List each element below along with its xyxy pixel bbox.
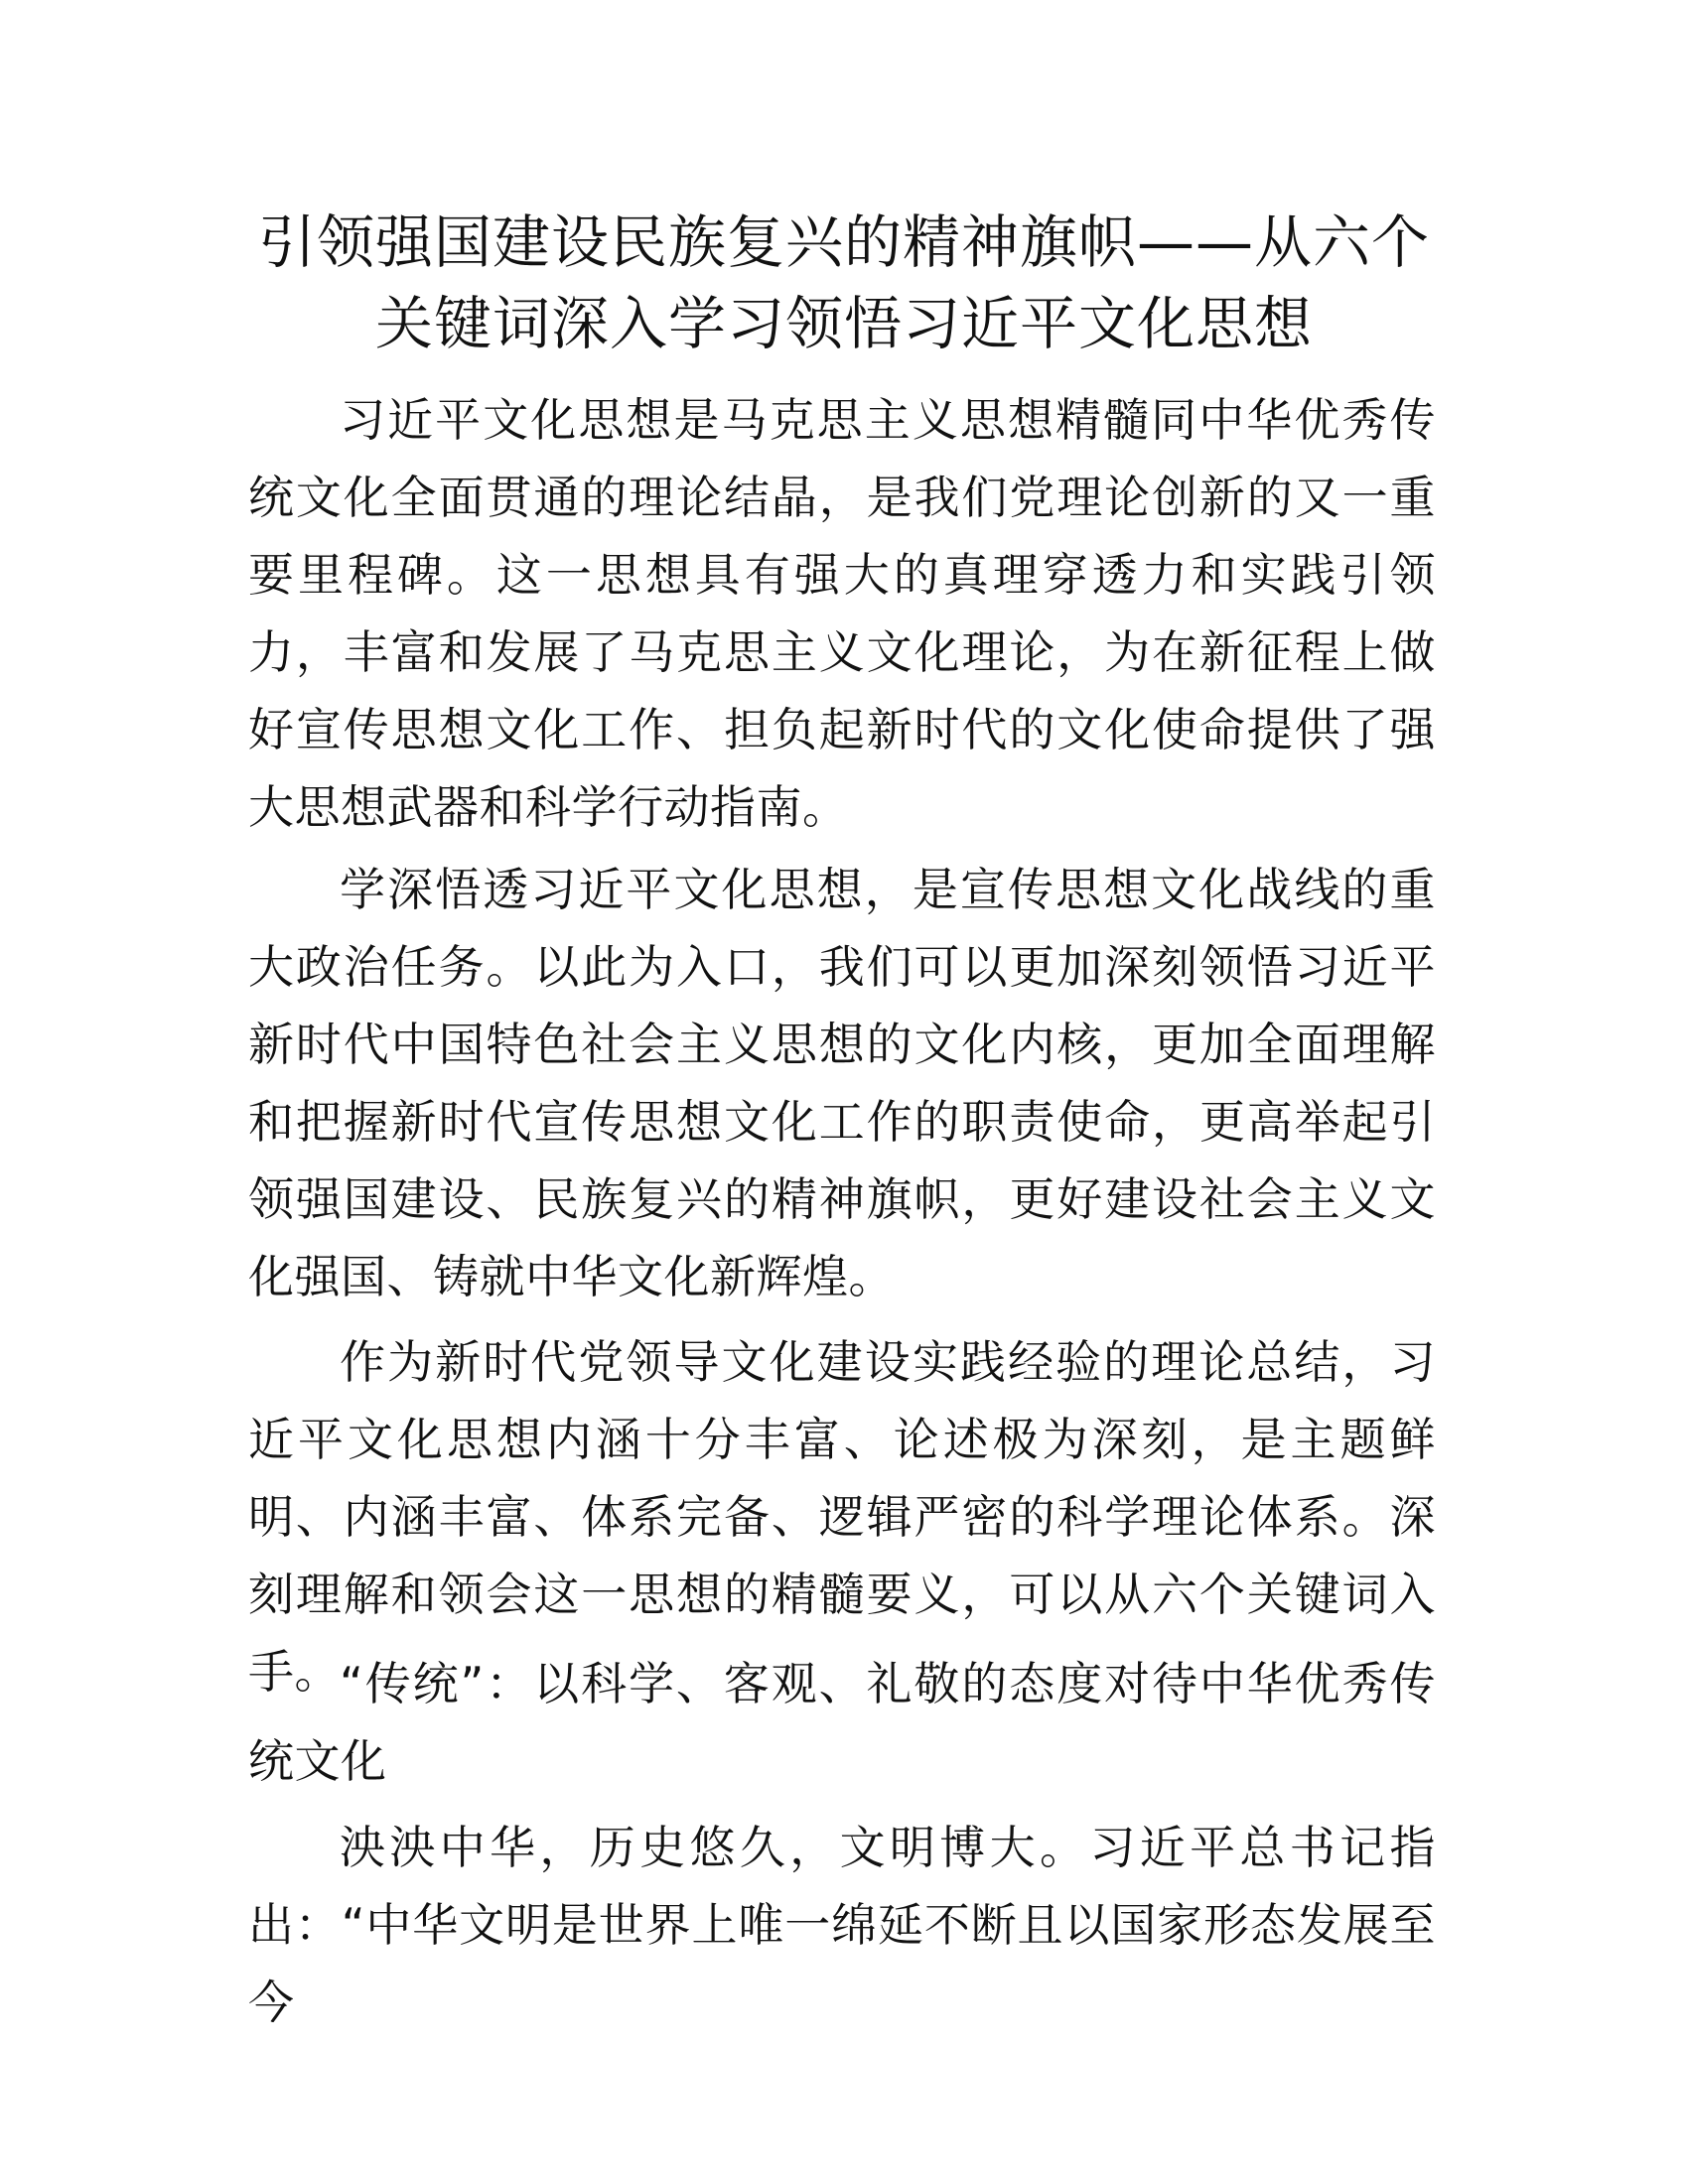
body-paragraph-2: 学深悟透习近平文化思想，是宣传思想文化战线的重大政治任务。以此为入口，我们可以更加深刻领悟习近平新时代中国特色社会主义思想的文化内核，更加全面理解和把握新时代宣传思想文化工作的职责使命，更高举起引领强国建设、民族复兴的精神旗帜，更好建设社会主义文化强国、铸就中华文化新辉煌。 [248, 863, 1436, 1303]
document-title-line-1: 引领强国建设民族复兴的精神旗帜——从六个 [257, 208, 1430, 276]
body-paragraph-1: 习近平文化思想是马克思主义思想精髓同中华优秀传统文化全面贯通的理论结晶，是我们党理论创新的又一重要里程碑。这一思想具有强大的真理穿透力和实践引领力，丰富和发展了马克思主义文化理论，为在新征程上做好宣传思想文化工作、担负起新时代的文化使命提供了强大思想武器和科学行动指南。 [248, 393, 1436, 834]
section-heading-tradition: “传统”：以科学、客观、礼敬的态度对待中华优秀传统文化 [248, 1657, 1436, 1788]
body-paragraph-3: 作为新时代党领导文化建设实践经验的理论总结，习近平文化思想内涵十分丰富、论述极为深刻，是主题鲜明、内涵丰富、体系完备、逻辑严密的科学理论体系。深刻理解和领会这一思想的精髓要义，可以从六个关键词入手。 [248, 1335, 1436, 1699]
body-paragraph-4: 泱泱中华，历史悠久，文明博大。习近平总书记指出：“中华文明是世界上唯一绵延不断且以国家形态发展至今 [248, 1821, 1436, 2029]
document-title-line-2: 关键词深入学习领悟习近平文化思想 [374, 290, 1313, 357]
